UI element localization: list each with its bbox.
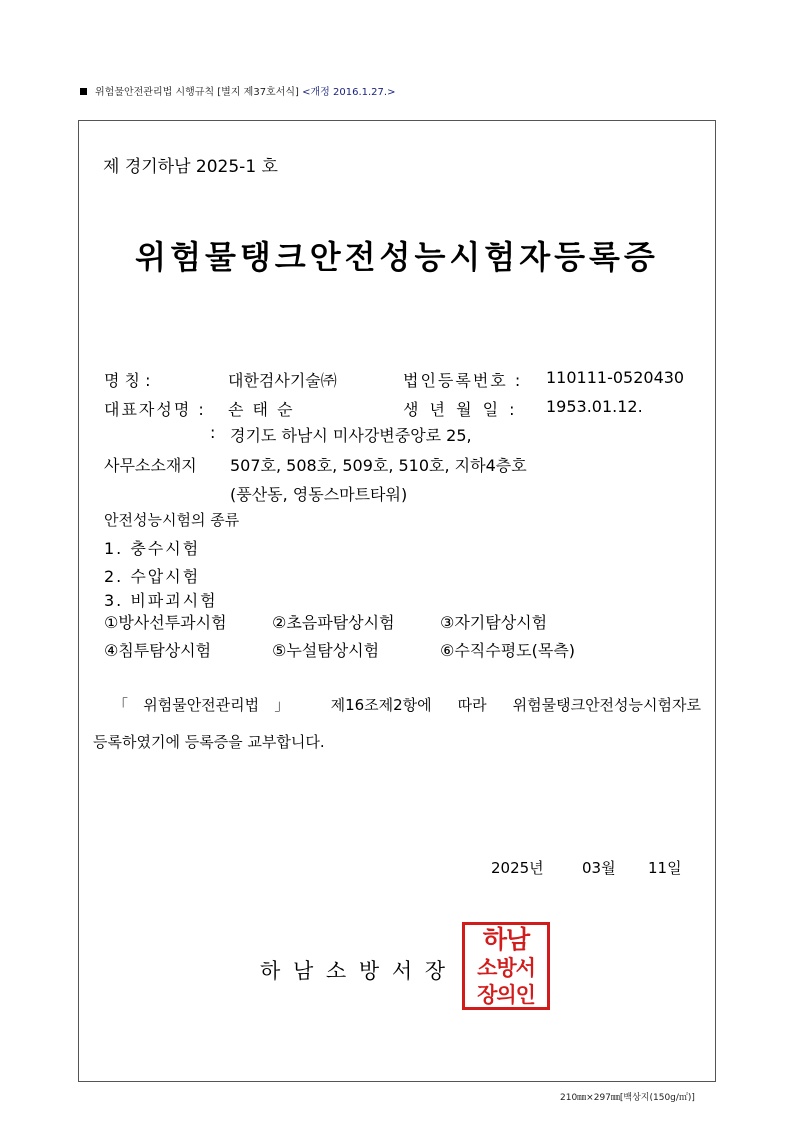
address-line3: (풍산동, 영동스마트타워) — [230, 485, 408, 504]
address-line1: 경기도 하남시 미사강변중앙로 25, — [230, 426, 472, 445]
tests-heading: 안전성능시험의 종류 — [104, 511, 240, 529]
address-line2: 507호, 508호, 509호, 510호, 지하4층호 — [230, 456, 527, 475]
issuer-name: 하 남 소 방 서 장 — [260, 959, 449, 983]
square-bullet-icon — [80, 88, 87, 95]
test-item: 3. 비파괴시험 — [104, 591, 218, 610]
revision-text: <개정 2016.1.27.> — [302, 87, 396, 98]
seal-text-line: 소방서 — [477, 956, 535, 980]
seal-text-line: 장의인 — [477, 983, 535, 1007]
statement-line1: 「위험물안전관리법」 제16조제2항에 따라 위험물탱크안전성능시험자로 — [113, 696, 701, 714]
corp-no-label: 법인등록번호 : — [403, 371, 523, 390]
ndt-item: ⑤누설탐상시험 — [272, 641, 380, 660]
test-item: 2. 수압시험 — [104, 567, 201, 586]
corp-no-value: 110111-0520430 — [546, 368, 685, 387]
birth-value: 1953.01.12. — [546, 397, 643, 416]
form-header — [80, 83, 395, 98]
ndt-item: ③자기탐상시험 — [440, 613, 548, 632]
representative-label: 대표자성명 : — [104, 400, 206, 419]
seal-text-line: 하남 — [482, 925, 530, 954]
name-label: 명 칭 : — [104, 371, 151, 390]
issue-month: 03월 — [582, 859, 616, 877]
official-seal-stamp — [462, 922, 550, 1010]
certificate-title: 위험물탱크안전성능시험자등록증 — [135, 238, 659, 276]
paper-spec: 210㎜×297㎜[백상지(150g/㎡)] — [560, 1093, 695, 1103]
ndt-item: ⑥수직수평도(목측) — [440, 641, 576, 660]
birth-label: 생 년 월 일 : — [403, 400, 518, 419]
regulation-text: 위험물안전관리법 시행규칙 [별지 제37호서식] — [95, 87, 299, 98]
ndt-item: ②초음파탐상시험 — [272, 613, 395, 632]
ndt-item: ①방사선투과시험 — [104, 613, 227, 632]
certificate-number: 제 경기하남 2025-1 호 — [103, 157, 278, 177]
statement-line2: 등록하였기에 등록증을 교부합니다. — [93, 733, 325, 751]
name-value: 대한검사기술㈜ — [228, 371, 337, 390]
representative-value: 손 태 순 — [228, 400, 295, 419]
issue-year: 2025년 — [491, 859, 544, 877]
issue-day: 11일 — [648, 859, 682, 877]
address-label: 사무소소재지 — [104, 456, 197, 475]
test-item: 1. 충수시험 — [104, 539, 201, 558]
address-colon: : — [210, 423, 216, 442]
ndt-item: ④침투탐상시험 — [104, 641, 212, 660]
